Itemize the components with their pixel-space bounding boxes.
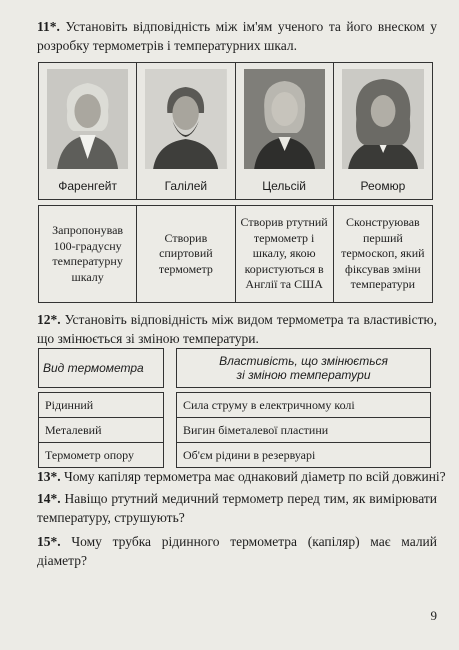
table-header: Вид термометра [39, 349, 164, 388]
portrait-cell [334, 63, 432, 199]
header-line: Властивість, що змінюється [219, 354, 388, 368]
task-number: 11*. [37, 19, 60, 34]
task-13 [37, 467, 447, 486]
table-row: Металевий [39, 418, 164, 443]
portrait-image [145, 69, 226, 169]
task-11 [37, 17, 437, 55]
scientist-name: Цельсій [262, 179, 307, 193]
task-text: Чому трубка рідинного термометра (капіляр) має малий діаметр? [37, 534, 438, 568]
portrait-cell [137, 63, 235, 199]
task-number: 14*. [37, 491, 61, 506]
task-number: 13*. [37, 469, 61, 484]
portrait-image [342, 69, 424, 169]
contribution-cell: Створив ртутний термометр і шкалу, якою користуються в Англії та США [236, 206, 334, 302]
contribution-cell: Сконструював перший термоскоп, який фіксував зміни температури [341, 215, 425, 292]
portrait-image [244, 69, 325, 169]
task-text: Навіщо ртутний медичний термометр перед тим, як вимірювати температуру, струшують? [37, 491, 438, 525]
task-number: 12*. [37, 312, 61, 327]
scientist-name: Реомюр [360, 179, 406, 193]
page-number: 9 [430, 608, 437, 623]
contribution-cell: Створив спиртовий термометр [137, 206, 235, 302]
table-header [177, 349, 431, 388]
table-row: Вигин біметалевої пластини [177, 418, 431, 443]
table-row: Термометр опору [39, 443, 164, 468]
scientist-name: Галілей [164, 179, 208, 193]
table-row: Рідинний [39, 393, 164, 418]
contributions-table [38, 205, 433, 303]
task-text: Установіть відповідність між ім'ям ученого та його внеском у розробку термометрів і температурних шкал. [37, 19, 438, 53]
table-row: Сила струму в електричному колі [177, 393, 431, 418]
header-line: зі зміною температури [236, 368, 371, 382]
task-15 [37, 532, 437, 570]
properties-table [176, 348, 431, 468]
task-text: Чому капіляр термометра має однаковий діаметр по всій довжині? [64, 469, 446, 484]
table-row: Об'єм рідини в резервуарі [177, 443, 431, 468]
task-text: Установіть відповідність між видом термометра та властивістю, що змінюється зі зміною температури. [37, 312, 438, 346]
portrait-cell [236, 63, 334, 199]
portrait-image [47, 69, 128, 169]
portraits-table [38, 62, 433, 200]
contribution-cell: Запропонував 100-градусну температурну шкалу [39, 206, 137, 302]
scientist-name: Фаренгейт [58, 179, 117, 193]
task-14 [37, 489, 437, 527]
thermometer-types-table [38, 348, 164, 468]
task-12 [37, 310, 437, 348]
portrait-cell [39, 63, 137, 199]
task-number: 15*. [37, 534, 61, 549]
